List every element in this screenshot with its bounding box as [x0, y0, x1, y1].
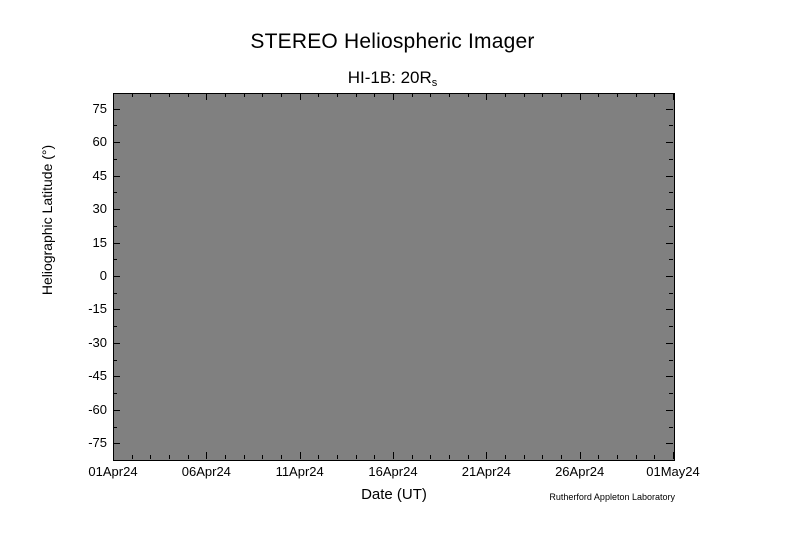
x-minor-tick-mark — [524, 93, 525, 97]
x-minor-tick-mark — [225, 93, 226, 97]
x-minor-tick-mark — [524, 455, 525, 459]
x-minor-tick-mark — [244, 455, 245, 459]
chart-subtitle-main: HI-1B: 20R — [347, 68, 432, 87]
x-minor-tick-mark — [244, 93, 245, 97]
y-minor-tick-mark — [113, 427, 117, 428]
x-minor-tick-mark — [262, 455, 263, 459]
x-minor-tick-mark — [561, 93, 562, 97]
x-minor-tick-mark — [132, 93, 133, 97]
x-minor-tick-mark — [617, 455, 618, 459]
y-tick-mark — [666, 176, 673, 177]
y-tick-mark — [113, 443, 120, 444]
y-tick-mark — [666, 109, 673, 110]
y-tick-mark — [113, 276, 120, 277]
x-minor-tick-mark — [281, 455, 282, 459]
x-tick-mark — [113, 93, 114, 100]
x-minor-tick-mark — [449, 93, 450, 97]
x-tick-label-text: 01Apr24 — [88, 464, 138, 479]
y-tick-label-text: 45 — [92, 167, 107, 183]
x-minor-tick-mark — [598, 93, 599, 97]
y-tick-mark — [666, 376, 673, 377]
y-minor-tick-mark — [113, 192, 117, 193]
x-minor-tick-mark — [430, 93, 431, 97]
y-tick-label-text: 15 — [92, 234, 107, 250]
x-minor-tick-mark — [337, 455, 338, 459]
y-tick-mark — [666, 243, 673, 244]
x-minor-tick-mark — [262, 93, 263, 97]
chart-subtitle — [0, 68, 785, 88]
x-minor-tick-mark — [430, 455, 431, 459]
x-minor-tick-mark — [505, 93, 506, 97]
x-minor-tick-mark — [598, 455, 599, 459]
y-tick-label-text: 75 — [92, 100, 107, 116]
y-minor-tick-mark — [113, 360, 117, 361]
x-minor-tick-mark — [150, 93, 151, 97]
y-minor-tick-mark — [669, 125, 673, 126]
x-minor-tick-mark — [225, 455, 226, 459]
x-tick-mark — [580, 452, 581, 459]
y-tick-mark — [113, 176, 120, 177]
y-tick-mark — [113, 309, 120, 310]
x-minor-tick-mark — [636, 455, 637, 459]
x-tick-mark — [673, 452, 674, 459]
y-axis-label: Heliographic Latitude (°) — [39, 144, 55, 296]
x-minor-tick-mark — [318, 93, 319, 97]
y-minor-tick-mark — [113, 293, 117, 294]
x-axis-label: Date (UT) — [361, 486, 427, 503]
x-tick-mark — [393, 93, 394, 100]
y-tick-label-text: 0 — [99, 268, 107, 283]
x-minor-tick-mark — [188, 93, 189, 97]
y-tick-label-text: -45 — [88, 368, 107, 384]
y-tick-mark — [113, 109, 120, 110]
x-minor-tick-mark — [150, 455, 151, 459]
y-tick-mark — [113, 209, 120, 210]
x-tick-mark — [300, 452, 301, 459]
y-tick-mark — [666, 410, 673, 411]
y-minor-tick-mark — [669, 259, 673, 260]
x-tick-mark — [673, 93, 674, 100]
x-minor-tick-mark — [132, 455, 133, 459]
x-minor-tick-mark — [412, 93, 413, 97]
x-tick-mark — [393, 452, 394, 459]
y-minor-tick-mark — [669, 326, 673, 327]
x-minor-tick-mark — [412, 455, 413, 459]
x-tick-label-text: 01May24 — [646, 464, 700, 479]
y-minor-tick-mark — [669, 192, 673, 193]
y-tick-label-text: -60 — [88, 401, 107, 417]
y-minor-tick-mark — [669, 159, 673, 160]
y-tick-label-text: -15 — [88, 301, 107, 317]
x-minor-tick-mark — [561, 455, 562, 459]
y-tick-mark — [666, 343, 673, 344]
x-minor-tick-mark — [281, 93, 282, 97]
y-minor-tick-mark — [669, 393, 673, 394]
chart-subtitle-subscript: s — [431, 77, 438, 89]
y-tick-label-text: -75 — [88, 435, 107, 451]
x-minor-tick-mark — [449, 455, 450, 459]
y-tick-mark — [113, 343, 120, 344]
y-tick-mark — [666, 209, 673, 210]
x-tick-label-text: 21Apr24 — [461, 464, 511, 479]
x-minor-tick-mark — [318, 455, 319, 459]
x-minor-tick-mark — [337, 93, 338, 97]
x-tick-mark — [300, 93, 301, 100]
y-tick-label-text: 30 — [92, 201, 107, 217]
y-minor-tick-mark — [113, 125, 117, 126]
y-tick-mark — [666, 142, 673, 143]
x-minor-tick-mark — [374, 455, 375, 459]
y-tick-mark — [113, 376, 120, 377]
y-minor-tick-mark — [669, 226, 673, 227]
y-tick-mark — [113, 410, 120, 411]
y-minor-tick-mark — [669, 427, 673, 428]
x-minor-tick-mark — [505, 455, 506, 459]
x-tick-label-text: 06Apr24 — [181, 464, 231, 479]
x-minor-tick-mark — [654, 455, 655, 459]
x-tick-mark — [486, 452, 487, 459]
y-minor-tick-mark — [113, 226, 117, 227]
x-tick-mark — [486, 93, 487, 100]
x-minor-tick-mark — [356, 93, 357, 97]
x-minor-tick-mark — [468, 455, 469, 459]
x-tick-label-text: 16Apr24 — [368, 464, 418, 479]
y-tick-mark — [113, 243, 120, 244]
y-tick-mark — [666, 443, 673, 444]
x-minor-tick-mark — [542, 455, 543, 459]
x-minor-tick-mark — [542, 93, 543, 97]
y-minor-tick-mark — [669, 360, 673, 361]
y-minor-tick-mark — [113, 159, 117, 160]
y-tick-mark — [113, 142, 120, 143]
y-minor-tick-mark — [113, 393, 117, 394]
plot-data-area — [113, 93, 675, 461]
x-minor-tick-mark — [356, 455, 357, 459]
x-minor-tick-mark — [374, 93, 375, 97]
y-tick-mark — [666, 309, 673, 310]
x-tick-mark — [206, 452, 207, 459]
x-minor-tick-mark — [617, 93, 618, 97]
y-minor-tick-mark — [113, 259, 117, 260]
y-tick-label-text: 60 — [92, 134, 107, 150]
y-tick-label-text: -30 — [88, 334, 107, 350]
y-tick-mark — [666, 276, 673, 277]
x-tick-mark — [113, 452, 114, 459]
x-minor-tick-mark — [169, 455, 170, 459]
chart-title: STEREO Heliospheric Imager — [250, 30, 535, 53]
y-minor-tick-mark — [669, 293, 673, 294]
x-minor-tick-mark — [654, 93, 655, 97]
x-tick-mark — [580, 93, 581, 100]
x-minor-tick-mark — [188, 455, 189, 459]
x-tick-label-text: 11Apr24 — [275, 464, 324, 479]
y-minor-tick-mark — [113, 326, 117, 327]
credit-text: Rutherford Appleton Laboratory — [549, 492, 675, 502]
x-minor-tick-mark — [468, 93, 469, 97]
x-tick-mark — [206, 93, 207, 100]
x-minor-tick-mark — [169, 93, 170, 97]
x-tick-label-text: 26Apr24 — [555, 464, 605, 479]
x-minor-tick-mark — [636, 93, 637, 97]
